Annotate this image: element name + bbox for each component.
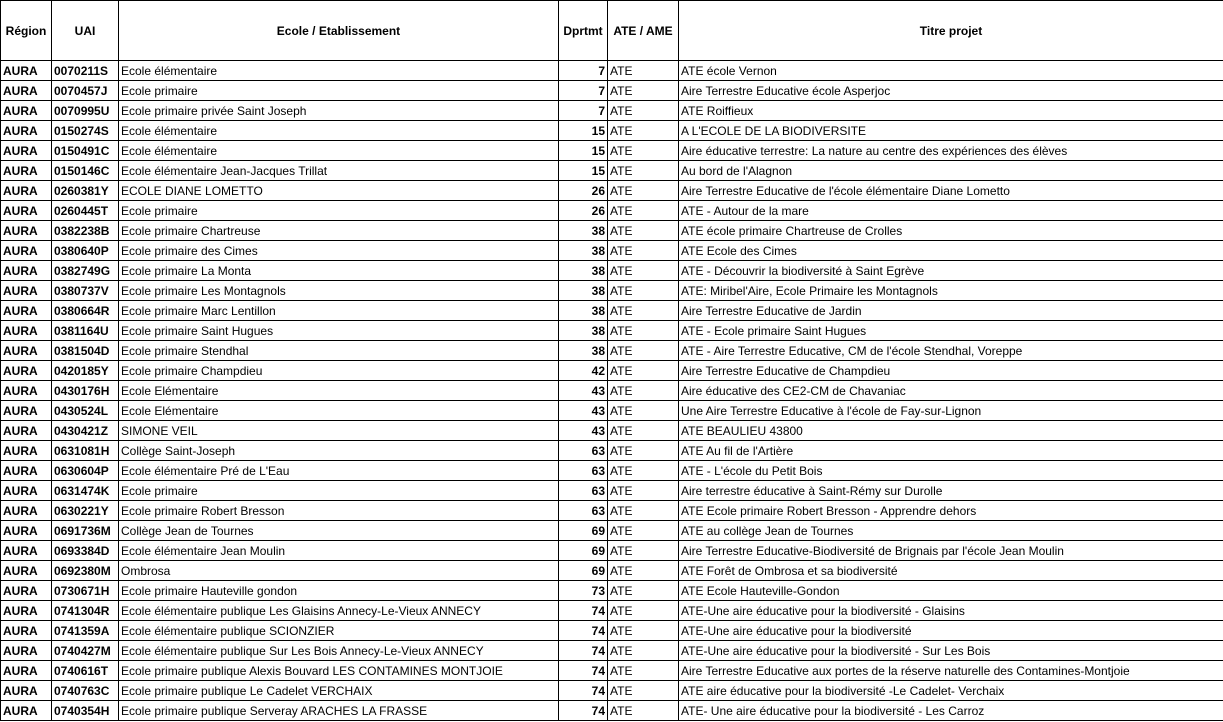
cell-project-title: ATE BEAULIEU 43800 — [679, 421, 1223, 441]
table-body — [1, 61, 1223, 721]
cell-region: AURA — [1, 81, 52, 101]
cell-project-title: Aire Terrestre Educative de l'école élémentaire Diane Lometto — [679, 181, 1223, 201]
cell-school: Ecole élémentaire Pré de L'Eau — [119, 461, 559, 481]
cell-department: 38 — [559, 301, 608, 321]
header-department: Dprtmt — [559, 1, 608, 61]
cell-project-title: Aire terrestre éducative à Saint-Rémy sur Durolle — [679, 481, 1223, 501]
cell-school: Ecole primaire Chartreuse — [119, 221, 559, 241]
cell-uai: 0260381Y — [52, 181, 119, 201]
cell-department: 74 — [559, 641, 608, 661]
table-row — [1, 321, 1223, 341]
cell-type: ATE — [608, 81, 679, 101]
cell-region: AURA — [1, 321, 52, 341]
cell-school: Ecole élémentaire Jean-Jacques Trillat — [119, 161, 559, 181]
cell-department: 38 — [559, 241, 608, 261]
cell-department: 43 — [559, 401, 608, 421]
cell-uai: 0070995U — [52, 101, 119, 121]
cell-type: ATE — [608, 121, 679, 141]
table-row — [1, 381, 1223, 401]
cell-project-title: ATE- Une aire éducative pour la biodiversité - Les Carroz — [679, 701, 1223, 721]
header-project-title: Titre projet — [679, 1, 1223, 61]
table-row — [1, 81, 1223, 101]
cell-department: 63 — [559, 461, 608, 481]
cell-type: ATE — [608, 281, 679, 301]
table-row — [1, 621, 1223, 641]
table-row — [1, 361, 1223, 381]
cell-school: Ecole primaire La Monta — [119, 261, 559, 281]
cell-region: AURA — [1, 361, 52, 381]
cell-uai: 0150146C — [52, 161, 119, 181]
cell-project-title: Aire Terrestre Educative de Jardin — [679, 301, 1223, 321]
cell-department: 7 — [559, 101, 608, 121]
cell-region: AURA — [1, 101, 52, 121]
cell-region: AURA — [1, 61, 52, 81]
cell-school: Ecole élémentaire publique SCIONZIER — [119, 621, 559, 641]
cell-school: Ecole primaire Robert Bresson — [119, 501, 559, 521]
cell-project-title: ATE aire éducative pour la biodiversité -Le Cadelet- Verchaix — [679, 681, 1223, 701]
cell-region: AURA — [1, 681, 52, 701]
cell-uai: 0380640P — [52, 241, 119, 261]
cell-type: ATE — [608, 141, 679, 161]
cell-department: 69 — [559, 541, 608, 561]
cell-project-title: Aire Terrestre Educative école Asperjoc — [679, 81, 1223, 101]
cell-type: ATE — [608, 541, 679, 561]
cell-region: AURA — [1, 441, 52, 461]
cell-department: 74 — [559, 621, 608, 641]
cell-project-title: ATE - Autour de la mare — [679, 201, 1223, 221]
cell-school: Ecole primaire publique Serveray ARACHES LA FRASSE — [119, 701, 559, 721]
cell-region: AURA — [1, 281, 52, 301]
cell-department: 63 — [559, 501, 608, 521]
cell-school: Ecole élémentaire publique Sur Les Bois Annecy-Le-Vieux ANNECY — [119, 641, 559, 661]
cell-school: Ecole primaire des Cimes — [119, 241, 559, 261]
cell-department: 7 — [559, 61, 608, 81]
cell-school: Ecole primaire Saint Hugues — [119, 321, 559, 341]
cell-region: AURA — [1, 481, 52, 501]
cell-uai: 0740616T — [52, 661, 119, 681]
cell-department: 38 — [559, 321, 608, 341]
table-row — [1, 401, 1223, 421]
cell-region: AURA — [1, 341, 52, 361]
cell-type: ATE — [608, 301, 679, 321]
cell-region: AURA — [1, 181, 52, 201]
cell-region: AURA — [1, 401, 52, 421]
cell-department: 63 — [559, 441, 608, 461]
cell-uai: 0740763C — [52, 681, 119, 701]
cell-school: Ecole élémentaire Jean Moulin — [119, 541, 559, 561]
cell-uai: 0430524L — [52, 401, 119, 421]
table-row — [1, 541, 1223, 561]
cell-uai: 0260445T — [52, 201, 119, 221]
cell-type: ATE — [608, 261, 679, 281]
cell-school: Ecole primaire — [119, 201, 559, 221]
cell-uai: 0070211S — [52, 61, 119, 81]
cell-school: Ecole primaire — [119, 81, 559, 101]
cell-uai: 0381164U — [52, 321, 119, 341]
cell-department: 74 — [559, 601, 608, 621]
table-row — [1, 421, 1223, 441]
header-uai: UAI — [52, 1, 119, 61]
cell-project-title: ATE Forêt de Ombrosa et sa biodiversité — [679, 561, 1223, 581]
cell-department: 38 — [559, 221, 608, 241]
table-row — [1, 481, 1223, 501]
cell-type: ATE — [608, 641, 679, 661]
cell-school: Ecole primaire Champdieu — [119, 361, 559, 381]
cell-uai: 0730671H — [52, 581, 119, 601]
cell-uai: 0630221Y — [52, 501, 119, 521]
cell-type: ATE — [608, 101, 679, 121]
table-row — [1, 441, 1223, 461]
cell-uai: 0691736M — [52, 521, 119, 541]
cell-uai: 0630604P — [52, 461, 119, 481]
cell-department: 73 — [559, 581, 608, 601]
cell-type: ATE — [608, 321, 679, 341]
cell-type: ATE — [608, 421, 679, 441]
cell-project-title: ATE-Une aire éducative pour la biodiversité - Sur Les Bois — [679, 641, 1223, 661]
cell-uai: 0382749G — [52, 261, 119, 281]
cell-region: AURA — [1, 501, 52, 521]
cell-type: ATE — [608, 341, 679, 361]
cell-uai: 0741359A — [52, 621, 119, 641]
cell-project-title: ATE école Vernon — [679, 61, 1223, 81]
cell-project-title: ATE au collège Jean de Tournes — [679, 521, 1223, 541]
cell-project-title: ATE - L'école du Petit Bois — [679, 461, 1223, 481]
cell-project-title: ATE Ecole primaire Robert Bresson - Apprendre dehors — [679, 501, 1223, 521]
cell-department: 26 — [559, 201, 608, 221]
cell-uai: 0430176H — [52, 381, 119, 401]
cell-type: ATE — [608, 701, 679, 721]
cell-type: ATE — [608, 241, 679, 261]
table-row — [1, 61, 1223, 81]
cell-uai: 0150491C — [52, 141, 119, 161]
cell-uai: 0693384D — [52, 541, 119, 561]
cell-uai: 0380737V — [52, 281, 119, 301]
cell-region: AURA — [1, 141, 52, 161]
cell-project-title: ATE Ecole des Cimes — [679, 241, 1223, 261]
cell-project-title: ATE-Une aire éducative pour la biodiversité — [679, 621, 1223, 641]
cell-department: 38 — [559, 261, 608, 281]
cell-uai: 0382238B — [52, 221, 119, 241]
table-row — [1, 681, 1223, 701]
cell-uai: 0631081H — [52, 441, 119, 461]
cell-uai: 0420185Y — [52, 361, 119, 381]
table-row — [1, 241, 1223, 261]
cell-school: Ecole primaire Hauteville gondon — [119, 581, 559, 601]
cell-type: ATE — [608, 361, 679, 381]
cell-region: AURA — [1, 521, 52, 541]
cell-project-title: ATE Ecole Hauteville-Gondon — [679, 581, 1223, 601]
cell-region: AURA — [1, 461, 52, 481]
table-row — [1, 701, 1223, 721]
header-row — [1, 1, 1223, 61]
cell-school: Ecole primaire publique Le Cadelet VERCHAIX — [119, 681, 559, 701]
header-type: ATE / AME — [608, 1, 679, 61]
cell-region: AURA — [1, 381, 52, 401]
cell-uai: 0380664R — [52, 301, 119, 321]
cell-region: AURA — [1, 541, 52, 561]
cell-type: ATE — [608, 161, 679, 181]
table-row — [1, 501, 1223, 521]
cell-region: AURA — [1, 161, 52, 181]
cell-school: Ecole primaire privée Saint Joseph — [119, 101, 559, 121]
cell-uai: 0631474K — [52, 481, 119, 501]
cell-department: 69 — [559, 521, 608, 541]
cell-region: AURA — [1, 561, 52, 581]
cell-project-title: Une Aire Terrestre Educative à l'école de Fay-sur-Lignon — [679, 401, 1223, 421]
table-row — [1, 341, 1223, 361]
table-row — [1, 661, 1223, 681]
cell-type: ATE — [608, 661, 679, 681]
table-row — [1, 221, 1223, 241]
cell-school: SIMONE VEIL — [119, 421, 559, 441]
cell-school: Ecole primaire Les Montagnols — [119, 281, 559, 301]
cell-school: Ecole primaire publique Alexis Bouvard LES CONTAMINES MONTJOIE — [119, 661, 559, 681]
cell-project-title: ATE - Ecole primaire Saint Hugues — [679, 321, 1223, 341]
cell-type: ATE — [608, 461, 679, 481]
table-row — [1, 181, 1223, 201]
cell-project-title: ATE-Une aire éducative pour la biodiversité - Glaisins — [679, 601, 1223, 621]
cell-department: 42 — [559, 361, 608, 381]
cell-type: ATE — [608, 621, 679, 641]
cell-school: Ecole élémentaire — [119, 121, 559, 141]
cell-region: AURA — [1, 121, 52, 141]
cell-region: AURA — [1, 261, 52, 281]
table-row — [1, 301, 1223, 321]
cell-region: AURA — [1, 661, 52, 681]
cell-region: AURA — [1, 701, 52, 721]
cell-department: 69 — [559, 561, 608, 581]
cell-project-title: Aire éducative des CE2-CM de Chavaniac — [679, 381, 1223, 401]
cell-region: AURA — [1, 621, 52, 641]
cell-region: AURA — [1, 641, 52, 661]
cell-project-title: Aire Terrestre Educative de Champdieu — [679, 361, 1223, 381]
cell-department: 63 — [559, 481, 608, 501]
cell-type: ATE — [608, 581, 679, 601]
cell-school: Ecole élémentaire publique Les Glaisins Annecy-Le-Vieux ANNECY — [119, 601, 559, 621]
cell-department: 43 — [559, 421, 608, 441]
cell-department: 43 — [559, 381, 608, 401]
cell-project-title: ATE Au fil de l'Artière — [679, 441, 1223, 461]
cell-type: ATE — [608, 61, 679, 81]
cell-uai: 0070457J — [52, 81, 119, 101]
cell-type: ATE — [608, 401, 679, 421]
cell-type: ATE — [608, 481, 679, 501]
cell-type: ATE — [608, 201, 679, 221]
cell-uai: 0381504D — [52, 341, 119, 361]
cell-uai: 0740427M — [52, 641, 119, 661]
table-row — [1, 101, 1223, 121]
cell-region: AURA — [1, 601, 52, 621]
cell-school: Ecole primaire Marc Lentillon — [119, 301, 559, 321]
cell-department: 74 — [559, 701, 608, 721]
cell-type: ATE — [608, 181, 679, 201]
cell-region: AURA — [1, 581, 52, 601]
cell-type: ATE — [608, 521, 679, 541]
cell-school: Ecole primaire — [119, 481, 559, 501]
cell-project-title: Au bord de l'Alagnon — [679, 161, 1223, 181]
cell-project-title: Aire Terrestre Educative-Biodiversité de Brignais par l'école Jean Moulin — [679, 541, 1223, 561]
cell-project-title: ATE - Découvrir la biodiversité à Saint Egrève — [679, 261, 1223, 281]
cell-department: 15 — [559, 141, 608, 161]
table-row — [1, 641, 1223, 661]
cell-uai: 0741304R — [52, 601, 119, 621]
cell-project-title: ATE Roiffieux — [679, 101, 1223, 121]
cell-school: Collège Saint-Joseph — [119, 441, 559, 461]
cell-uai: 0150274S — [52, 121, 119, 141]
cell-type: ATE — [608, 601, 679, 621]
cell-type: ATE — [608, 381, 679, 401]
cell-department: 74 — [559, 661, 608, 681]
cell-uai: 0430421Z — [52, 421, 119, 441]
table-row — [1, 521, 1223, 541]
cell-department: 15 — [559, 161, 608, 181]
table-row — [1, 261, 1223, 281]
table-row — [1, 561, 1223, 581]
cell-type: ATE — [608, 501, 679, 521]
cell-type: ATE — [608, 681, 679, 701]
table-row — [1, 461, 1223, 481]
table-row — [1, 281, 1223, 301]
cell-department: 38 — [559, 341, 608, 361]
cell-department: 15 — [559, 121, 608, 141]
cell-project-title: Aire Terrestre Educative aux portes de la réserve naturelle des Contamines-Montjoie — [679, 661, 1223, 681]
table-row — [1, 141, 1223, 161]
cell-school: Ecole primaire Stendhal — [119, 341, 559, 361]
cell-department: 7 — [559, 81, 608, 101]
cell-school: Ecole élémentaire — [119, 141, 559, 161]
cell-region: AURA — [1, 301, 52, 321]
cell-school: Ecole élémentaire — [119, 61, 559, 81]
cell-uai: 0740354H — [52, 701, 119, 721]
cell-school: Collège Jean de Tournes — [119, 521, 559, 541]
cell-type: ATE — [608, 441, 679, 461]
cell-project-title: ATE - Aire Terrestre Educative, CM de l'école Stendhal, Voreppe — [679, 341, 1223, 361]
table-row — [1, 581, 1223, 601]
cell-project-title: ATE école primaire Chartreuse de Crolles — [679, 221, 1223, 241]
header-school: Ecole / Etablissement — [119, 1, 559, 61]
cell-school: Ecole Elémentaire — [119, 381, 559, 401]
header-region: Région — [1, 1, 52, 61]
cell-school: ECOLE DIANE LOMETTO — [119, 181, 559, 201]
cell-department: 74 — [559, 681, 608, 701]
table-row — [1, 201, 1223, 221]
cell-region: AURA — [1, 241, 52, 261]
cell-type: ATE — [608, 221, 679, 241]
cell-department: 26 — [559, 181, 608, 201]
table-row — [1, 161, 1223, 181]
cell-region: AURA — [1, 421, 52, 441]
cell-region: AURA — [1, 201, 52, 221]
cell-department: 38 — [559, 281, 608, 301]
table-row — [1, 121, 1223, 141]
cell-project-title: A L'ECOLE DE LA BIODIVERSITE — [679, 121, 1223, 141]
cell-school: Ecole Elémentaire — [119, 401, 559, 421]
cell-school: Ombrosa — [119, 561, 559, 581]
cell-type: ATE — [608, 561, 679, 581]
table-row — [1, 601, 1223, 621]
cell-project-title: Aire éducative terrestre: La nature au centre des expériences des élèves — [679, 141, 1223, 161]
cell-project-title: ATE: Miribel'Aire, Ecole Primaire les Montagnols — [679, 281, 1223, 301]
cell-uai: 0692380M — [52, 561, 119, 581]
cell-region: AURA — [1, 221, 52, 241]
